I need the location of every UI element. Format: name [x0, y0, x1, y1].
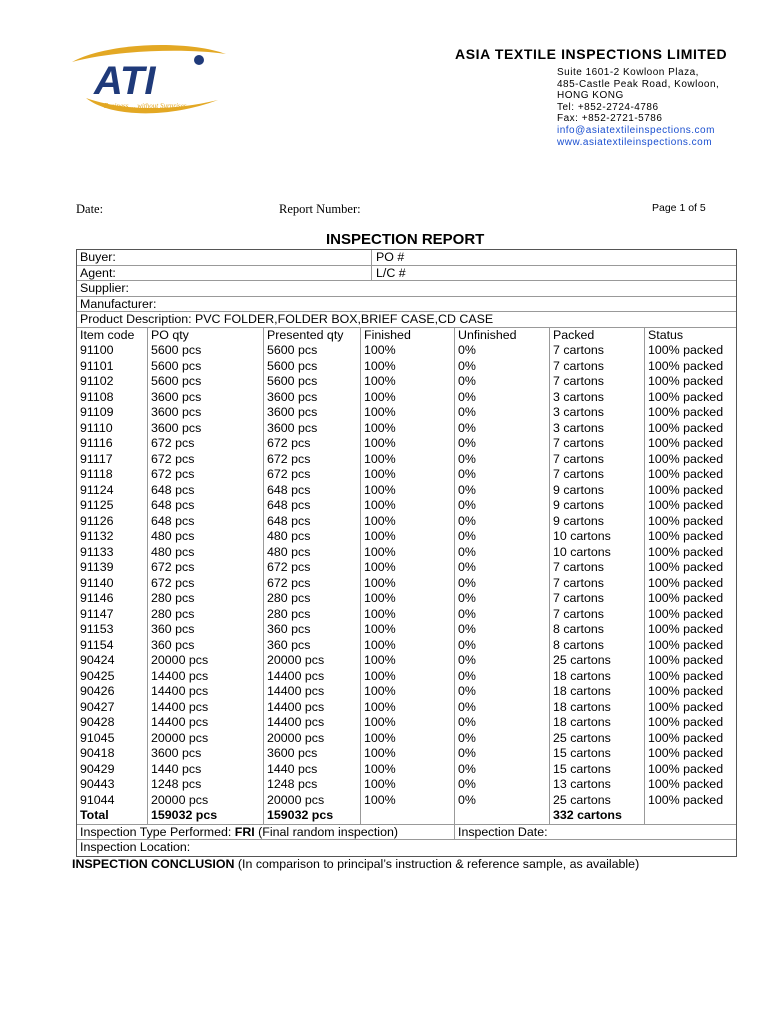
unfinished-cell: 0% — [458, 699, 476, 714]
status-cell: 100% packed — [648, 389, 724, 404]
total-packed: 332 cartons — [553, 808, 622, 822]
inspection-type-label: Inspection Type Performed: — [80, 824, 232, 839]
unfinished-cell: 0% — [458, 622, 476, 636]
item-code-cell: 91154 — [80, 637, 114, 652]
unfinished-cell: 0% — [458, 575, 476, 590]
status-cell: 100% packed — [648, 575, 724, 590]
po-qty-cell: 648 pcs — [151, 498, 195, 512]
table-row — [77, 359, 736, 375]
item-code-cell: 90428 — [80, 715, 115, 729]
presented-qty-cell: 480 pcs — [267, 529, 311, 543]
po-qty-cell: 1440 pcs — [151, 761, 202, 776]
item-code-cell: 91118 — [80, 467, 113, 481]
unfinished-cell: 0% — [458, 560, 476, 574]
finished-cell: 100% — [364, 482, 396, 497]
packed-cell: 7 cartons — [553, 467, 604, 481]
po-qty-cell: 280 pcs — [151, 591, 195, 605]
item-code-cell: 91108 — [80, 389, 114, 404]
item-code-cell: 91147 — [80, 606, 114, 621]
packed-cell: 15 cartons — [553, 761, 611, 776]
po-qty-cell: 3600 pcs — [151, 405, 202, 419]
po-qty-cell: 648 pcs — [151, 513, 195, 528]
finished-cell: 100% — [364, 544, 396, 559]
item-code-cell: 91110 — [80, 420, 113, 435]
ati-logo — [68, 40, 228, 122]
presented-qty-cell: 5600 pcs — [267, 374, 318, 388]
company-website-link[interactable]: www.asiatextileinspections.com — [557, 136, 713, 148]
item-code-cell: 91124 — [80, 482, 114, 497]
item-code-cell: 90426 — [80, 684, 115, 698]
status-cell: 100% packed — [648, 777, 724, 791]
conclusion-label: INSPECTION CONCLUSION — [72, 857, 235, 871]
table-row — [77, 669, 736, 685]
item-code-cell: 91045 — [80, 730, 115, 745]
packed-cell: 15 cartons — [553, 746, 611, 760]
po-qty-cell: 20000 pcs — [151, 792, 209, 807]
presented-qty-cell: 648 pcs — [267, 498, 311, 512]
finished-cell: 100% — [364, 761, 396, 776]
presented-qty-cell: 280 pcs — [267, 606, 311, 621]
po-qty-cell: 672 pcs — [151, 575, 195, 590]
table-row — [77, 467, 736, 483]
po-qty-cell: 360 pcs — [151, 637, 195, 652]
presented-qty-cell: 14400 pcs — [267, 715, 325, 729]
packed-cell: 7 cartons — [553, 358, 604, 373]
status-cell: 100% packed — [648, 405, 724, 419]
packed-cell: 7 cartons — [553, 606, 604, 621]
po-qty-cell: 20000 pcs — [151, 653, 209, 667]
unfinished-cell: 0% — [458, 529, 476, 543]
status-cell: 100% packed — [648, 482, 724, 497]
status-cell: 100% packed — [648, 513, 724, 528]
buyer-po-row — [77, 250, 736, 266]
unfinished-cell: 0% — [458, 374, 476, 388]
presented-qty-cell: 1248 pcs — [267, 777, 318, 791]
table-row — [77, 715, 736, 731]
product-description-row — [77, 312, 736, 328]
unfinished-cell: 0% — [458, 730, 476, 745]
presented-qty-cell: 280 pcs — [267, 591, 311, 605]
finished-cell: 100% — [364, 699, 396, 714]
presented-qty-cell: 648 pcs — [267, 482, 311, 497]
unfinished-cell: 0% — [458, 653, 476, 667]
table-row — [77, 529, 736, 545]
item-code-cell: 91117 — [80, 451, 113, 466]
unfinished-cell: 0% — [458, 792, 476, 807]
finished-cell: 100% — [364, 606, 396, 621]
finished-cell: 100% — [364, 653, 396, 667]
item-code-cell: 91109 — [80, 405, 114, 419]
column-header: Packed — [553, 327, 595, 342]
unfinished-cell: 0% — [458, 343, 476, 357]
table-row — [77, 777, 736, 793]
unfinished-cell: 0% — [458, 405, 476, 419]
finished-cell: 100% — [364, 575, 396, 590]
po-qty-cell: 14400 pcs — [151, 684, 209, 698]
packed-cell: 7 cartons — [553, 575, 604, 590]
finished-cell: 100% — [364, 343, 396, 357]
finished-cell: 100% — [364, 374, 396, 388]
supplier-row — [77, 281, 736, 297]
company-address — [557, 67, 745, 148]
table-row — [77, 452, 736, 468]
presented-qty-cell: 648 pcs — [267, 513, 311, 528]
po-qty-cell: 480 pcs — [151, 544, 195, 559]
presented-qty-cell: 360 pcs — [267, 637, 311, 652]
inspection-type-code: FRI — [234, 824, 255, 839]
finished-cell: 100% — [364, 389, 396, 404]
finished-cell: 100% — [364, 560, 396, 574]
agent-lc-row — [77, 266, 736, 282]
item-code-cell: 91126 — [80, 513, 114, 528]
unfinished-cell: 0% — [458, 777, 476, 791]
address-line-3: HONG KONG — [557, 90, 624, 102]
table-row — [77, 638, 736, 654]
status-cell: 100% packed — [648, 715, 724, 729]
presented-qty-cell: 672 pcs — [267, 575, 311, 590]
po-qty-cell: 672 pcs — [151, 451, 195, 466]
unfinished-cell: 0% — [458, 684, 476, 698]
status-cell: 100% packed — [648, 699, 724, 714]
item-code-cell: 90418 — [80, 746, 115, 760]
po-qty-cell: 5600 pcs — [151, 358, 202, 373]
table-row — [77, 607, 736, 623]
packed-cell: 8 cartons — [553, 637, 604, 652]
unfinished-cell: 0% — [458, 715, 476, 729]
item-code-cell: 90429 — [80, 761, 115, 776]
packed-cell: 9 cartons — [553, 482, 604, 497]
item-code-cell: 90425 — [80, 668, 115, 683]
presented-qty-cell: 20000 pcs — [267, 653, 325, 667]
presented-qty-cell: 20000 pcs — [267, 792, 325, 807]
item-code-cell: 91101 — [80, 358, 114, 373]
table-row — [77, 793, 736, 809]
item-code-cell: 91146 — [80, 591, 114, 605]
table-row — [77, 653, 736, 669]
unfinished-cell: 0% — [458, 420, 476, 435]
presented-qty-cell: 3600 pcs — [267, 420, 318, 435]
presented-qty-cell: 3600 pcs — [267, 405, 318, 419]
finished-cell: 100% — [364, 591, 396, 605]
inspection-location-label: Inspection Location: — [80, 840, 191, 854]
company-block — [455, 46, 745, 148]
logo-tagline: Business ... without Surprises — [104, 102, 187, 110]
po-qty-cell: 360 pcs — [151, 622, 195, 636]
unfinished-cell: 0% — [458, 637, 476, 652]
table-row — [77, 498, 736, 514]
table-row — [77, 731, 736, 747]
packed-cell: 10 cartons — [553, 529, 611, 543]
unfinished-cell: 0% — [458, 389, 476, 404]
conclusion-note: (In comparison to principal’s instruction & reference sample, as available) — [237, 857, 640, 871]
address-line-1: Suite 1601-2 Kowloon Plaza, — [557, 67, 699, 78]
packed-cell: 7 cartons — [553, 374, 604, 388]
item-code-cell: 90427 — [80, 699, 115, 714]
finished-cell: 100% — [364, 637, 396, 652]
item-code-cell: 91140 — [80, 575, 114, 590]
packed-cell: 8 cartons — [553, 622, 604, 636]
table-row — [77, 421, 736, 437]
table-row — [77, 483, 736, 499]
total-po-qty: 159032 pcs — [151, 808, 218, 822]
table-row — [77, 591, 736, 607]
presented-qty-cell: 14400 pcs — [267, 699, 325, 714]
supplier-label: Supplier: — [80, 281, 129, 295]
unfinished-cell: 0% — [458, 467, 476, 481]
po-qty-cell: 280 pcs — [151, 606, 195, 621]
status-cell: 100% packed — [648, 653, 724, 667]
packed-cell: 3 cartons — [553, 420, 604, 435]
unfinished-cell: 0% — [458, 482, 476, 497]
item-code-cell: 91125 — [80, 498, 114, 512]
item-code-cell: 90443 — [80, 777, 115, 791]
po-qty-cell: 3600 pcs — [151, 389, 202, 404]
divider — [371, 250, 372, 265]
po-qty-cell: 1248 pcs — [151, 777, 202, 791]
presented-qty-cell: 14400 pcs — [267, 668, 325, 683]
unfinished-cell: 0% — [458, 761, 476, 776]
table-row — [77, 436, 736, 452]
po-qty-cell: 5600 pcs — [151, 374, 202, 388]
po-qty-cell: 480 pcs — [151, 529, 195, 543]
packed-cell: 10 cartons — [553, 544, 611, 559]
status-cell: 100% packed — [648, 730, 724, 745]
status-cell: 100% packed — [648, 358, 724, 373]
presented-qty-cell: 3600 pcs — [267, 746, 318, 760]
packed-cell: 18 cartons — [553, 699, 611, 714]
finished-cell: 100% — [364, 513, 396, 528]
po-qty-cell: 14400 pcs — [151, 715, 209, 729]
report-title: INSPECTION REPORT — [326, 231, 485, 248]
presented-qty-cell: 20000 pcs — [267, 730, 325, 745]
presented-qty-cell: 3600 pcs — [267, 389, 318, 404]
finished-cell: 100% — [364, 730, 396, 745]
date-label: Date: — [76, 202, 104, 216]
company-name: ASIA TEXTILE INSPECTIONS LIMITED — [455, 46, 728, 62]
inspection-date-label: Inspection Date: — [458, 824, 548, 839]
status-cell: 100% packed — [648, 792, 724, 807]
packed-cell: 9 cartons — [553, 513, 604, 528]
packed-cell: 7 cartons — [553, 343, 604, 357]
unfinished-cell: 0% — [458, 498, 476, 512]
finished-cell: 100% — [364, 405, 396, 419]
finished-cell: 100% — [364, 420, 396, 435]
inspection-type-row — [77, 825, 736, 841]
column-header: Status — [648, 327, 684, 342]
table-row — [77, 405, 736, 421]
inspection-location-row — [77, 840, 736, 856]
table-row — [77, 622, 736, 638]
inspection-report-table — [76, 249, 737, 857]
finished-cell: 100% — [364, 529, 396, 543]
column-header: Presented qty — [267, 327, 344, 342]
status-cell: 100% packed — [648, 637, 724, 652]
status-cell: 100% packed — [648, 498, 724, 512]
column-header: Unfinished — [458, 327, 517, 342]
po-qty-cell: 20000 pcs — [151, 730, 209, 745]
table-row — [77, 746, 736, 762]
packed-cell: 18 cartons — [553, 684, 611, 698]
presented-qty-cell: 672 pcs — [267, 467, 311, 481]
manufacturer-label: Manufacturer: — [80, 296, 157, 311]
status-cell: 100% packed — [648, 684, 724, 698]
packed-cell: 7 cartons — [553, 591, 604, 605]
po-label: PO # — [376, 250, 405, 264]
presented-qty-cell: 672 pcs — [267, 560, 311, 574]
total-label: Total — [80, 808, 109, 822]
finished-cell: 100% — [364, 792, 396, 807]
packed-cell: 18 cartons — [553, 668, 611, 683]
packed-cell: 25 cartons — [553, 653, 611, 667]
status-cell: 100% packed — [648, 606, 724, 621]
finished-cell: 100% — [364, 684, 396, 698]
item-code-cell: 91133 — [80, 544, 114, 559]
page-number: Page 1 of 5 — [652, 202, 706, 214]
item-code-cell: 91139 — [80, 560, 114, 574]
unfinished-cell: 0% — [458, 513, 476, 528]
packed-cell: 25 cartons — [553, 792, 611, 807]
table-row — [77, 545, 736, 561]
presented-qty-cell: 1440 pcs — [267, 761, 318, 776]
inspection-type — [77, 825, 398, 841]
column-header: Finished — [364, 327, 411, 342]
product-description: Product Description: PVC FOLDER,FOLDER BOX,BRIEF CASE,CD CASE — [80, 312, 494, 326]
packed-cell: 3 cartons — [553, 389, 604, 404]
finished-cell: 100% — [364, 467, 396, 481]
finished-cell: 100% — [364, 358, 396, 373]
po-qty-cell: 672 pcs — [151, 436, 195, 450]
agent-label: Agent: — [80, 265, 116, 280]
finished-cell: 100% — [364, 777, 396, 791]
manufacturer-row — [77, 297, 736, 313]
item-code-cell: 91116 — [80, 436, 113, 450]
table-row — [77, 560, 736, 576]
presented-qty-cell: 480 pcs — [267, 544, 311, 559]
table-row — [77, 343, 736, 359]
item-code-cell: 90424 — [80, 653, 115, 667]
column-header: Item code — [80, 327, 135, 342]
po-qty-cell: 14400 pcs — [151, 699, 209, 714]
item-code-cell: 91132 — [80, 529, 114, 543]
presented-qty-cell: 672 pcs — [267, 436, 311, 450]
packed-cell: 7 cartons — [553, 436, 604, 450]
address-line-2: 485-Castle Peak Road, Kowloon, — [557, 78, 720, 90]
presented-qty-cell: 672 pcs — [267, 451, 311, 466]
column-header: PO qty — [151, 327, 189, 342]
status-cell: 100% packed — [648, 451, 724, 466]
item-code-cell: 91044 — [80, 792, 115, 807]
lc-label: L/C # — [376, 265, 406, 280]
status-cell: 100% packed — [648, 529, 724, 543]
packed-cell: 25 cartons — [553, 730, 611, 745]
company-fax: Fax: +852-2721-5786 — [557, 113, 663, 125]
unfinished-cell: 0% — [458, 591, 476, 605]
po-qty-cell: 672 pcs — [151, 467, 195, 481]
total-presented-qty: 159032 pcs — [267, 808, 334, 822]
table-row — [77, 390, 736, 406]
item-code-cell: 91100 — [80, 343, 114, 357]
po-qty-cell: 3600 pcs — [151, 746, 202, 760]
report-number-label: Report Number: — [279, 202, 361, 216]
divider — [371, 266, 372, 281]
status-cell: 100% packed — [648, 374, 724, 388]
status-cell: 100% packed — [648, 343, 724, 357]
status-cell: 100% packed — [648, 746, 724, 760]
column-header-row — [77, 328, 736, 344]
presented-qty-cell: 360 pcs — [267, 622, 311, 636]
table-row — [77, 684, 736, 700]
po-qty-cell: 648 pcs — [151, 482, 195, 497]
po-qty-cell: 3600 pcs — [151, 420, 202, 435]
status-cell: 100% packed — [648, 761, 724, 776]
total-row — [77, 808, 736, 824]
po-qty-cell: 14400 pcs — [151, 668, 209, 683]
packed-cell: 18 cartons — [553, 715, 611, 729]
item-rows — [77, 343, 736, 808]
packed-cell: 7 cartons — [553, 451, 604, 466]
finished-cell: 100% — [364, 622, 396, 636]
inspection-type-desc: (Final random inspection) — [258, 824, 398, 839]
status-cell: 100% packed — [648, 591, 724, 605]
presented-qty-cell: 5600 pcs — [267, 358, 318, 373]
buyer-label: Buyer: — [80, 250, 116, 264]
unfinished-cell: 0% — [458, 544, 476, 559]
po-qty-cell: 5600 pcs — [151, 343, 202, 357]
table-row — [77, 374, 736, 390]
packed-cell: 3 cartons — [553, 405, 604, 419]
table-row — [77, 762, 736, 778]
finished-cell: 100% — [364, 498, 396, 512]
finished-cell: 100% — [364, 715, 396, 729]
table-row — [77, 576, 736, 592]
status-cell: 100% packed — [648, 622, 724, 636]
items-grid — [77, 328, 736, 825]
status-cell: 100% packed — [648, 560, 724, 574]
finished-cell: 100% — [364, 451, 396, 466]
table-row — [77, 700, 736, 716]
status-cell: 100% packed — [648, 420, 724, 435]
status-cell: 100% packed — [648, 668, 724, 683]
status-cell: 100% packed — [648, 436, 724, 450]
logo-letters: ATI — [94, 59, 156, 103]
unfinished-cell: 0% — [458, 668, 476, 683]
unfinished-cell: 0% — [458, 436, 476, 450]
packed-cell: 13 cartons — [553, 777, 611, 791]
item-code-cell: 91153 — [80, 622, 114, 636]
presented-qty-cell: 5600 pcs — [267, 343, 318, 357]
company-tel: Tel: +852-2724-4786 — [557, 101, 659, 113]
packed-cell: 7 cartons — [553, 560, 604, 574]
unfinished-cell: 0% — [458, 451, 476, 466]
logo-dot — [194, 55, 204, 65]
finished-cell: 100% — [364, 668, 396, 683]
packed-cell: 9 cartons — [553, 498, 604, 512]
status-cell: 100% packed — [648, 544, 724, 559]
finished-cell: 100% — [364, 746, 396, 760]
unfinished-cell: 0% — [458, 358, 476, 373]
item-code-cell: 91102 — [80, 374, 114, 388]
unfinished-cell: 0% — [458, 746, 476, 760]
inspection-conclusion — [72, 857, 639, 871]
finished-cell: 100% — [364, 436, 396, 450]
po-qty-cell: 672 pcs — [151, 560, 195, 574]
company-email-link[interactable]: info@asiatextileinspections.com — [557, 124, 715, 136]
presented-qty-cell: 14400 pcs — [267, 684, 325, 698]
status-cell: 100% packed — [648, 467, 724, 481]
table-row — [77, 514, 736, 530]
unfinished-cell: 0% — [458, 606, 476, 621]
